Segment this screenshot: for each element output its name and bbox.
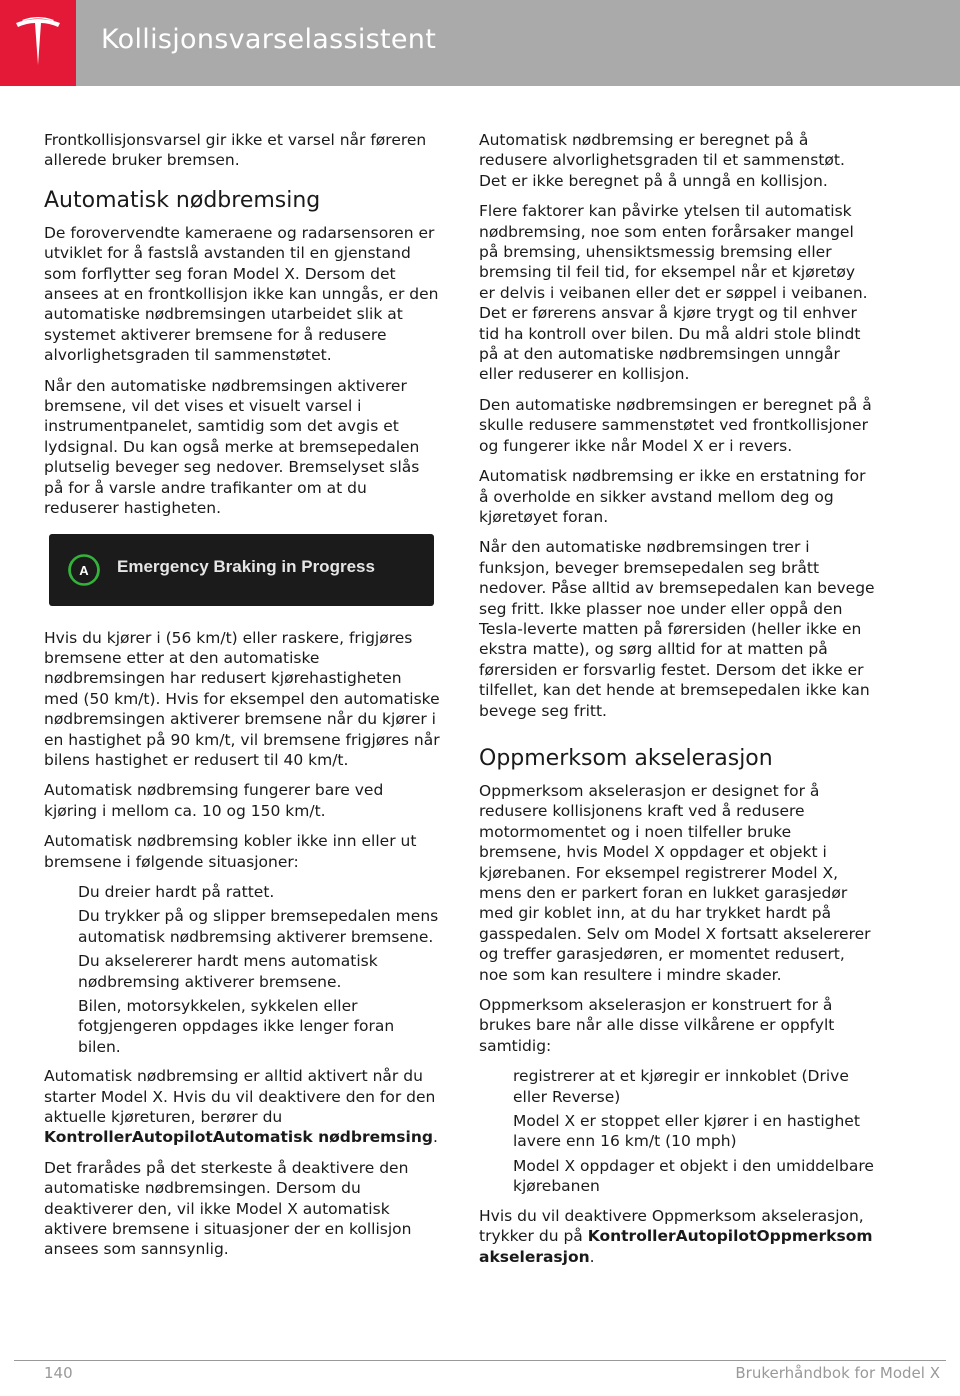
paragraph <box>44 1066 440 1148</box>
paragraph: Når den automatiske nødbremsingen trer i funksjon, beveger bremsepedalen seg brått nedover. Påse alltid av bremsepedalen kan bevege seg fritt. Ikke plasser noe under eller oppå den Tesla-leverte matten på førersiden (heller ikke en ekstra matte), og sørg alltid for at matten på førersiden er forsvarlig festet. Dersom det ikke er tilfellet, kan det hende at bremsepedalen ikke kan bevege seg fritt. <box>479 538 875 720</box>
situation-list <box>78 882 440 1057</box>
list-item: registrerer at et kjøregir er innkoblet (Drive eller Reverse) <box>513 1067 849 1106</box>
paragraph-text: Automatisk nødbremsing er alltid aktivert når du starter Model X. Hvis du vil deaktivere den for den aktuelle kjøreturen, berører du <box>44 1067 436 1127</box>
paragraph: Automatisk nødbremsing fungerer bare ved kjøring i mellom ca. 10 og 150 km/t. <box>44 781 384 820</box>
list-item: Du dreier hardt på rattet. <box>78 882 275 901</box>
page-number: 140 <box>44 1364 73 1382</box>
paragraph: Oppmerksom akselerasjon er designet for å redusere kollisjonens kraft ved å redusere motormomentet og i noen tilfeller bruke bremsene, hvis Model X oppdager et objekt i kjørebanen. For eksempel registrerer Model X, mens den er parkert foran en lukket garasjedør med gir koblet inn, at du har trykket hardt på gasspedalen. Selv om Model X fortsatt akselererer og treffer garasjedøren, er momentet redusert, noe som kan resultere i mindre skader. <box>479 781 871 984</box>
paragraph: Automatisk nødbremsing kobler ikke inn eller ut bremsene i følgende situasjoner: <box>44 832 417 871</box>
paragraph-end: . <box>589 1247 595 1266</box>
intro-paragraph: Frontkollisjonsvarsel gir ikke et varsel når føreren allerede bruker bremsen. <box>44 131 427 170</box>
paragraph: Automatisk nødbremsing er ikke en erstatning for å overholde en sikker avstand mellom deg og kjøretøyet foran. <box>479 467 866 526</box>
list-item: Bilen, motorsykkelen, sykkelen eller fotgjengeren oppdages ikke lenger foran bilen. <box>78 997 395 1056</box>
section-heading-obstacle-aware: Oppmerksom akselerasjon <box>479 745 773 771</box>
banner-text: Emergency Braking in Progress <box>117 556 375 576</box>
list-item: Model X oppdager et objekt i den umiddelbare kjørebanen <box>513 1156 874 1196</box>
paragraph-text: Hvis du vil deaktivere Oppmerksom akselerasjon, trykker du på <box>479 1206 864 1246</box>
paragraph: De forovervendte kameraene og radarsensoren er utviklet for å fastslå avstanden til en gjenstand som forflytter seg foran Model X. Dersom det ansees at en frontkollisjon ikke kan unngås, er den automatiske nødbremsingen utarbeidet slik at systemet aktiverer bremsene for å redusere alvorlighetsgraden til sammenstøtet. <box>44 223 439 365</box>
paragraph: Flere faktorer kan påvirke ytelsen til automatisk nødbremsing, noe som enten forårsaker mangel på bremsing, uhensiktsmessig bremsing eller bremsing til feil tid, for eksempel når et kjøretøy er delvis i veibanen eller det er søppel i veibanen. Det er førerens ansvar å kjøre trygt og til enhver tid ha kontroll over bilen. Du må aldri stole blindt på at den automatiske nødbremsingen unngår eller reduserer en kollisjon. <box>479 202 868 384</box>
list-item: Model X er stoppet eller kjører i en hastighet lavere enn 16 km/t (10 mph) <box>513 1112 860 1151</box>
section-heading-aeb: Automatisk nødbremsing <box>44 187 321 213</box>
footer-divider <box>14 1360 946 1361</box>
ui-path-aeb-setting: KontrollerAutopilotAutomatisk nødbremsing <box>44 1128 433 1147</box>
page-title: Kollisjonsvarselassistent <box>101 24 437 55</box>
paragraph: Det frarådes på det sterkeste å deaktivere den automatiske nødbremsingen. Dersom du deaktiverer den, vil ikke Model X automatisk aktivere bremsene i situasjoner der en kollisjon ansees som sannsynlig. <box>44 1158 412 1259</box>
list-item: Du trykker på og slipper bremsepedalen mens automatisk nødbremsing aktiverer bremsene. <box>78 907 439 946</box>
right-column <box>479 130 875 1277</box>
page-header <box>0 0 960 86</box>
condition-list <box>513 1066 875 1196</box>
tesla-logo-icon <box>13 17 63 69</box>
left-column <box>44 130 440 1270</box>
paragraph: Automatisk nødbremsing er beregnet på å redusere alvorlighetsgraden til et sammenstøt. Det er ikke beregnet på å unngå en kollisjon. <box>479 131 845 190</box>
emergency-braking-screenshot <box>49 534 434 606</box>
paragraph <box>479 1206 875 1267</box>
aeb-icon-letter: A <box>79 562 89 578</box>
aeb-warning-icon <box>67 553 101 587</box>
paragraph: Hvis du kjører i (56 km/t) eller raskere, frigjøres bremsene etter at den automatiske nødbremsingen har redusert kjørehastigheten med (50 km/t). Hvis for eksempel den automatiske nødbremsingen aktiverer bremsene når du kjører i en hastighet på 90 km/t, vil bremsene frigjøres når bilens hastighet er redusert til 40 km/t. <box>44 628 440 769</box>
footer-title: Brukerhåndbok for Model X <box>735 1364 940 1382</box>
paragraph-end: . <box>432 1128 438 1147</box>
ui-path-obstacle-aware-setting: KontrollerAutopilotOppmerksom akselerasjon <box>479 1227 873 1266</box>
paragraph: Når den automatiske nødbremsingen aktiverer bremsene, vil det vises et visuelt varsel i instrumentpanelet, samtidig som det avgis et lydsignal. Du kan også merke at bremsepedalen plutselig beveger seg nedover. Bremselyset slås på for å varsle andre trafikanter om at du reduserer hastigheten. <box>44 376 420 518</box>
list-item: Du akselererer hardt mens automatisk nødbremsing aktiverer bremsene. <box>78 952 378 991</box>
paragraph: Den automatiske nødbremsingen er beregnet på å skulle redusere sammenstøtet ved frontkollisjoner og fungerer ikke når Model X er i revers. <box>479 395 872 455</box>
tesla-logo <box>0 0 76 86</box>
paragraph: Oppmerksom akselerasjon er konstruert for å brukes bare når alle disse vilkårene er oppfylt samtidig: <box>479 996 835 1055</box>
